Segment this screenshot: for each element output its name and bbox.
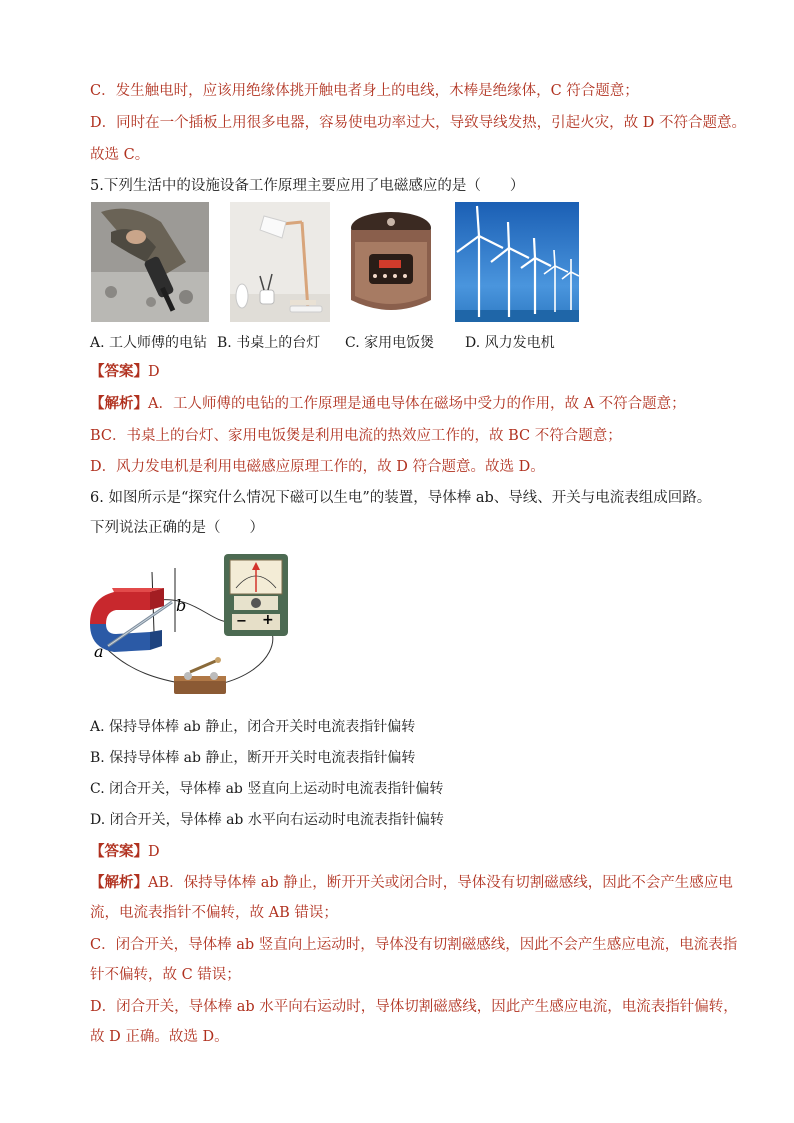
q5-answer-tag: 【答案】 bbox=[90, 363, 148, 380]
q6-analysis-c-1: C．闭合开关，导体棒 ab 竖直向上运动时，导体没有切割磁感线，因此不会产生感应电流，电流表指 bbox=[90, 937, 738, 953]
desk-lamp-photo bbox=[230, 202, 330, 322]
q5-option-b: B. 书桌上的台灯 bbox=[217, 335, 321, 351]
q6-analysis-ab-2: 流，电流表指针不偏转，故 AB 错误； bbox=[90, 905, 338, 921]
q5-option-c: C. 家用电饭煲 bbox=[345, 335, 435, 351]
q4-option-d-analysis: D．同时在一个插板上用很多电器，容易使电功率过大，导致导线发热，引起火灾，故 D 不符合题意。 bbox=[90, 115, 746, 131]
q5-option-d: D. 风力发电机 bbox=[465, 335, 555, 351]
meter-plus-terminal: + bbox=[262, 612, 274, 628]
induction-apparatus-diagram bbox=[90, 552, 300, 700]
rod-end-b-label: b bbox=[176, 596, 187, 615]
q6-analysis-tag: 【解析】 bbox=[90, 874, 148, 891]
q6-option-a: A. 保持导体棒 ab 静止，闭合开关时电流表指针偏转 bbox=[90, 719, 416, 735]
q4-option-c-analysis: C．发生触电时，应该用绝缘体挑开触电者身上的电线，木棒是绝缘体，C 符合题意； bbox=[90, 83, 639, 99]
q6-analysis-c-2: 针不偏转，故 C 错误； bbox=[90, 967, 241, 983]
q6-question-line1: 6. 如图所示是“探究什么情况下磁可以生电”的装置，导体棒 ab、导线、开关与电流表组成回路。 bbox=[90, 490, 712, 506]
q6-answer-tag: 【答案】 bbox=[90, 843, 148, 860]
q5-analysis-d: D．风力发电机是利用电磁感应原理工作的，故 D 符合题意。故选 D。 bbox=[90, 459, 545, 475]
q6-answer-value: D bbox=[148, 844, 160, 860]
q5-question: 5.下列生活中的设施设备工作原理主要应用了电磁感应的是（ ） bbox=[90, 178, 525, 194]
q5-analysis-a bbox=[90, 394, 686, 414]
q6-analysis-d-1: D．闭合开关，导体棒 ab 水平向右运动时，导体切割磁感线，因此产生感应电流，电流表指针偏转， bbox=[90, 999, 738, 1015]
q6-option-c: C. 闭合开关，导体棒 ab 竖直向上运动时电流表指针偏转 bbox=[90, 781, 444, 797]
q4-conclusion: 故选 C。 bbox=[90, 147, 150, 163]
rod-end-a-label: a bbox=[94, 642, 104, 661]
drill-photo bbox=[91, 202, 209, 322]
q6-question-line2: 下列说法正确的是（ ） bbox=[90, 520, 264, 536]
q6-analysis-ab-text: AB．保持导体棒 ab 静止，断开开关或闭合时，导体没有切割磁感线，因此不会产生感应电 bbox=[148, 875, 733, 891]
q6-analysis-ab-1 bbox=[90, 873, 733, 893]
wind-turbines-photo bbox=[455, 202, 579, 322]
q5-answer bbox=[90, 362, 160, 382]
q6-answer bbox=[90, 842, 160, 862]
rice-cooker-photo bbox=[345, 202, 437, 322]
q6-option-b: B. 保持导体棒 ab 静止，断开开关时电流表指针偏转 bbox=[90, 750, 416, 766]
q5-option-a: A. 工人师傅的电钻 bbox=[90, 335, 208, 351]
q5-answer-value: D bbox=[148, 364, 160, 380]
q5-analysis-bc: BC．书桌上的台灯、家用电饭煲是利用电流的热效应工作的，故 BC 不符合题意； bbox=[90, 428, 622, 444]
q5-analysis-a-text: A．工人师傅的电钻的工作原理是通电导体在磁场中受力的作用，故 A 不符合题意； bbox=[148, 396, 686, 412]
meter-minus-terminal: − bbox=[236, 614, 247, 629]
q6-option-d: D. 闭合开关，导体棒 ab 水平向右运动时电流表指针偏转 bbox=[90, 812, 444, 828]
q6-analysis-d-2: 故 D 正确。故选 D。 bbox=[90, 1029, 229, 1045]
q5-analysis-tag: 【解析】 bbox=[90, 395, 148, 412]
